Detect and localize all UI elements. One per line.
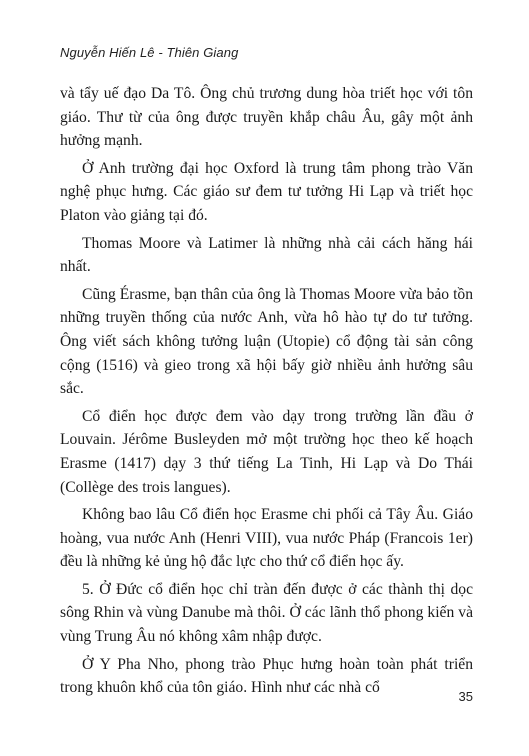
body-text	[60, 82, 473, 704]
paragraph: và tẩy uế đạo Da Tô. Ông chủ trương dung hòa triết học với tôn giáo. Thư từ của ông được truyền khắp châu Âu, gây một ảnh hưởng mạnh.	[60, 85, 473, 150]
paragraph: Cũng Érasme, bạn thân của ông là Thomas Moore vừa bảo tồn những truyền thống của nước Anh, vừa hô hào tự do tư tưởng. Ông viết sách không tưởng luận (Utopie) cổ động tài sản công cộng (1516) và gieo trong xã hội bấy giờ nhiều ảnh hưởng sâu sắc.	[60, 285, 473, 398]
running-header: Nguyễn Hiến Lê - Thiên Giang	[60, 45, 239, 60]
paragraph: 5. Ở Đức cổ điển học chỉ tràn đến được ở các thành thị dọc sông Rhin và vùng Danube mà thôi. Ở các lãnh thổ phong kiến và vùng Trung Âu nó không xâm nhập được.	[60, 580, 473, 646]
paragraph: Cổ điển học được đem vào dạy trong trường lần đầu ở Louvain. Jérôme Busleyden mở một trường học theo kế hoạch Erasme (1417) dạy 3 thứ tiếng La Tinh, Hi Lạp và Do Thái (Collège des trois langues).	[60, 407, 473, 496]
paragraph: Không bao lâu Cổ điển học Erasme chi phối cả Tây Âu. Giáo hoàng, vua nước Anh (Henri VIII), vua nước Pháp (Francois 1er) đều là những kẻ ủng hộ đắc lực cho thứ cổ điển học ấy.	[60, 506, 473, 571]
paragraph: Thomas Moore và Latimer là những nhà cải cách hăng hái nhất.	[60, 234, 473, 276]
paragraph: Ở Y Pha Nho, phong trào Phục hưng hoàn toàn phát triển trong khuôn khổ của tôn giáo. Hình như các nhà cổ	[60, 655, 473, 697]
paragraph: Ở Anh trường đại học Oxford là trung tâm phong trào Văn nghệ phục hưng. Các giáo sư đem tư tưởng Hi Lạp và triết học Platon vào giảng tại đó.	[60, 159, 473, 224]
page-number: 35	[458, 689, 473, 704]
